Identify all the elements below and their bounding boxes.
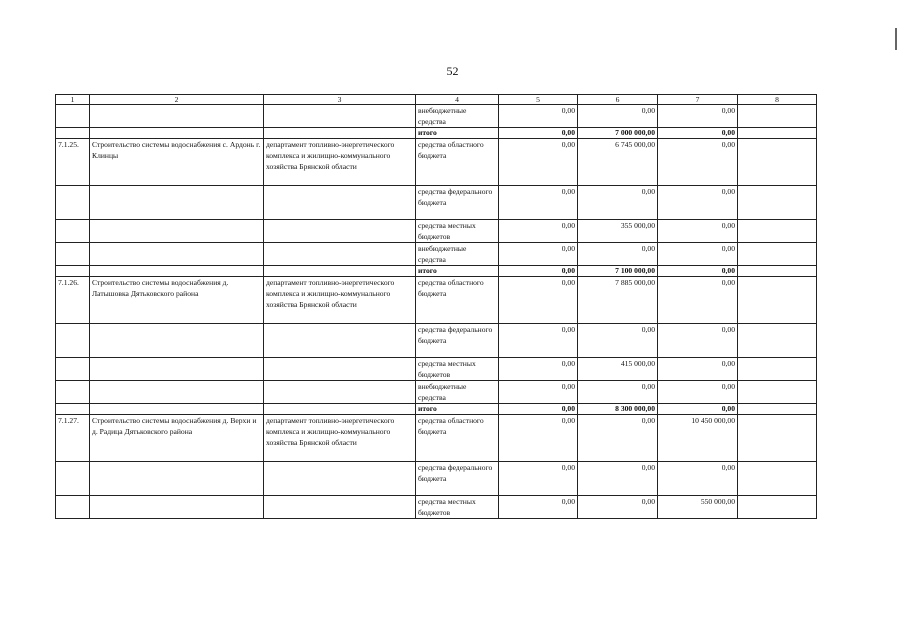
amount-cell-col6: 6 745 000,00	[578, 139, 658, 186]
amount-cell-col7: 0,00	[658, 128, 738, 139]
funding-source-cell: итого	[416, 266, 499, 277]
empty-cell-col8	[738, 186, 817, 220]
amount-cell-col6: 8 300 000,00	[578, 404, 658, 415]
funding-source-cell: средства областного бюджета	[416, 277, 499, 324]
table-row	[56, 415, 817, 462]
amount-cell-col7: 0,00	[658, 358, 738, 381]
amount-cell-col5: 0,00	[499, 266, 578, 277]
executor-cell	[264, 324, 416, 358]
item-number-cell	[56, 266, 90, 277]
amount-cell-col6: 355 000,00	[578, 220, 658, 243]
amount-cell-col7: 0,00	[658, 186, 738, 220]
executor-cell	[264, 404, 416, 415]
executor-cell: департамент топливно-энергетического комплекса и жилищно-коммунального хозяйства Брянской области	[264, 277, 416, 324]
item-number-cell	[56, 404, 90, 415]
amount-cell-col6: 0,00	[578, 324, 658, 358]
empty-cell-col8	[738, 404, 817, 415]
item-number-cell	[56, 324, 90, 358]
amount-cell-col5: 0,00	[499, 358, 578, 381]
empty-cell-col8	[738, 243, 817, 266]
executor-cell	[264, 220, 416, 243]
item-number-cell	[56, 462, 90, 496]
empty-cell-col8	[738, 128, 817, 139]
amount-cell-col5: 0,00	[499, 462, 578, 496]
funding-source-cell: итого	[416, 404, 499, 415]
measure-name-cell	[90, 462, 264, 496]
column-number: 5	[499, 95, 578, 105]
item-number-cell	[56, 381, 90, 404]
funding-source-cell: средства федерального бюджета	[416, 324, 499, 358]
executor-cell	[264, 381, 416, 404]
funding-source-cell: средства федерального бюджета	[416, 186, 499, 220]
measure-name-cell: Строительство системы водоснабжения с. Ардонь г. Клинцы	[90, 139, 264, 186]
measure-name-cell	[90, 496, 264, 519]
funding-source-cell: внебюджетные средства	[416, 105, 499, 128]
amount-cell-col7: 0,00	[658, 266, 738, 277]
total-row	[56, 404, 817, 415]
measure-name-cell	[90, 243, 264, 266]
empty-cell-col8	[738, 105, 817, 128]
empty-cell-col8	[738, 462, 817, 496]
table-row	[56, 243, 817, 266]
column-number: 4	[416, 95, 499, 105]
table-row	[56, 139, 817, 186]
amount-cell-col5: 0,00	[499, 128, 578, 139]
measure-name-cell	[90, 266, 264, 277]
amount-cell-col5: 0,00	[499, 220, 578, 243]
item-number-cell: 7.1.27.	[56, 415, 90, 462]
table-row	[56, 186, 817, 220]
empty-cell-col8	[738, 139, 817, 186]
empty-cell-col8	[738, 220, 817, 243]
item-number-cell: 7.1.26.	[56, 277, 90, 324]
total-row	[56, 266, 817, 277]
item-number-cell	[56, 105, 90, 128]
table-row	[56, 496, 817, 519]
funding-source-cell: внебюджетные средства	[416, 381, 499, 404]
table-row	[56, 105, 817, 128]
item-number-cell	[56, 128, 90, 139]
executor-cell	[264, 266, 416, 277]
amount-cell-col7: 0,00	[658, 243, 738, 266]
executor-cell: департамент топливно-энергетического комплекса и жилищно-коммунального хозяйства Брянской области	[264, 139, 416, 186]
amount-cell-col7: 0,00	[658, 105, 738, 128]
empty-cell-col8	[738, 381, 817, 404]
budget-table	[55, 94, 817, 519]
amount-cell-col6: 415 000,00	[578, 358, 658, 381]
item-number-cell	[56, 243, 90, 266]
amount-cell-col6: 0,00	[578, 243, 658, 266]
empty-cell-col8	[738, 496, 817, 519]
column-number: 8	[738, 95, 817, 105]
executor-cell	[264, 105, 416, 128]
amount-cell-col5: 0,00	[499, 381, 578, 404]
table-row	[56, 462, 817, 496]
scan-edge-mark	[895, 28, 897, 50]
column-number-row	[56, 95, 817, 105]
empty-cell-col8	[738, 266, 817, 277]
amount-cell-col6: 0,00	[578, 186, 658, 220]
executor-cell	[264, 243, 416, 266]
measure-name-cell	[90, 358, 264, 381]
amount-cell-col6: 0,00	[578, 496, 658, 519]
page-number: 52	[446, 64, 459, 78]
measure-name-cell: Строительство системы водоснабжения д. Верхи и д. Радица Дятьковского района	[90, 415, 264, 462]
measure-name-cell	[90, 186, 264, 220]
amount-cell-col5: 0,00	[499, 243, 578, 266]
table-row	[56, 220, 817, 243]
executor-cell	[264, 462, 416, 496]
amount-cell-col5: 0,00	[499, 105, 578, 128]
item-number-cell: 7.1.25.	[56, 139, 90, 186]
amount-cell-col7: 0,00	[658, 404, 738, 415]
table-row	[56, 358, 817, 381]
funding-source-cell: средства областного бюджета	[416, 415, 499, 462]
amount-cell-col7: 0,00	[658, 220, 738, 243]
amount-cell-col5: 0,00	[499, 415, 578, 462]
amount-cell-col5: 0,00	[499, 277, 578, 324]
amount-cell-col6: 7 100 000,00	[578, 266, 658, 277]
item-number-cell	[56, 496, 90, 519]
item-number-cell	[56, 186, 90, 220]
empty-cell-col8	[738, 358, 817, 381]
executor-cell	[264, 358, 416, 381]
amount-cell-col6: 7 000 000,00	[578, 128, 658, 139]
table-row	[56, 381, 817, 404]
item-number-cell	[56, 220, 90, 243]
measure-name-cell	[90, 404, 264, 415]
total-row	[56, 128, 817, 139]
measure-name-cell	[90, 105, 264, 128]
amount-cell-col6: 0,00	[578, 415, 658, 462]
column-number: 7	[658, 95, 738, 105]
measure-name-cell	[90, 324, 264, 358]
column-number: 6	[578, 95, 658, 105]
measure-name-cell: Строительство системы водоснабжения д. Латышовка Дятьковского района	[90, 277, 264, 324]
amount-cell-col7: 550 000,00	[658, 496, 738, 519]
amount-cell-col5: 0,00	[499, 139, 578, 186]
amount-cell-col7: 0,00	[658, 277, 738, 324]
empty-cell-col8	[738, 324, 817, 358]
funding-source-cell: средства местных бюджетов	[416, 358, 499, 381]
measure-name-cell	[90, 128, 264, 139]
amount-cell-col6: 0,00	[578, 381, 658, 404]
table-row	[56, 324, 817, 358]
amount-cell-col7: 10 450 000,00	[658, 415, 738, 462]
amount-cell-col5: 0,00	[499, 324, 578, 358]
column-number: 1	[56, 95, 90, 105]
measure-name-cell	[90, 381, 264, 404]
amount-cell-col5: 0,00	[499, 404, 578, 415]
amount-cell-col5: 0,00	[499, 496, 578, 519]
column-number: 2	[90, 95, 264, 105]
funding-source-cell: средства местных бюджетов	[416, 220, 499, 243]
amount-cell-col7: 0,00	[658, 324, 738, 358]
amount-cell-col7: 0,00	[658, 381, 738, 404]
empty-cell-col8	[738, 415, 817, 462]
amount-cell-col6: 0,00	[578, 462, 658, 496]
amount-cell-col7: 0,00	[658, 139, 738, 186]
measure-name-cell	[90, 220, 264, 243]
item-number-cell	[56, 358, 90, 381]
executor-cell	[264, 128, 416, 139]
funding-source-cell: средства местных бюджетов	[416, 496, 499, 519]
column-number: 3	[264, 95, 416, 105]
funding-source-cell: средства федерального бюджета	[416, 462, 499, 496]
funding-source-cell: итого	[416, 128, 499, 139]
funding-source-cell: внебюджетные средства	[416, 243, 499, 266]
table-row	[56, 277, 817, 324]
executor-cell: департамент топливно-энергетического комплекса и жилищно-коммунального хозяйства Брянской области	[264, 415, 416, 462]
executor-cell	[264, 186, 416, 220]
empty-cell-col8	[738, 277, 817, 324]
amount-cell-col7: 0,00	[658, 462, 738, 496]
amount-cell-col6: 0,00	[578, 105, 658, 128]
amount-cell-col6: 7 885 000,00	[578, 277, 658, 324]
funding-source-cell: средства областного бюджета	[416, 139, 499, 186]
executor-cell	[264, 496, 416, 519]
amount-cell-col5: 0,00	[499, 186, 578, 220]
